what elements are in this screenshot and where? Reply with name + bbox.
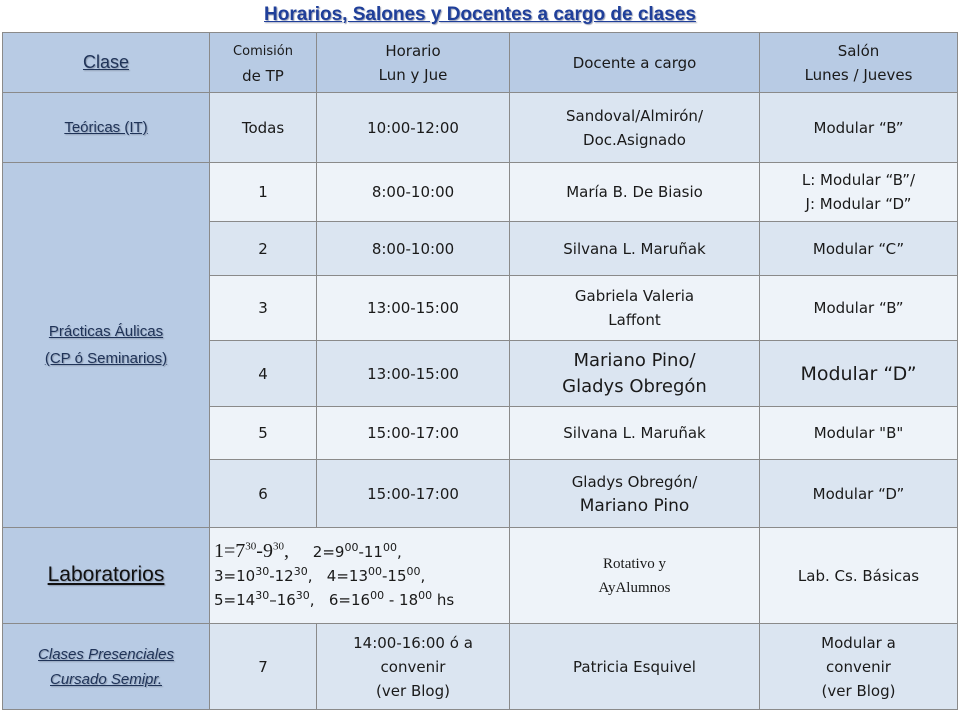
salon-cell: Modular “B” bbox=[760, 276, 958, 341]
comision-cell: 5 bbox=[210, 407, 317, 460]
comision-cell: 7 bbox=[210, 624, 317, 710]
header-docente: Docente a cargo bbox=[510, 33, 760, 93]
comision-cell: 4 bbox=[210, 341, 317, 407]
class-laboratorios: Laboratorios bbox=[3, 528, 210, 624]
class-teoricas: Teóricas (IT) bbox=[3, 93, 210, 163]
lab-slot: $2=9^{00}-11^{00}$, bbox=[312, 541, 402, 561]
comision-cell: 2 bbox=[210, 222, 317, 276]
horario-cell: 15:00-17:00 bbox=[317, 460, 510, 528]
table-row bbox=[3, 93, 958, 163]
lab-slot: $6=16^{00} - 18^{00}$ hs bbox=[328, 589, 455, 609]
salon-cell: Lab. Cs. Básicas bbox=[760, 528, 958, 624]
horario-cell: 13:00-15:00 bbox=[317, 341, 510, 407]
docente-cell: Mariano Pino/ Gladys Obregón bbox=[510, 341, 760, 407]
docente-cell: María B. De Biasio bbox=[510, 163, 760, 222]
salon-cell: Modular “D” bbox=[760, 460, 958, 528]
docente-cell: Sandoval/Almirón/ Doc.Asignado bbox=[510, 93, 760, 163]
table-row bbox=[3, 528, 958, 624]
lab-slot: $5=14^{30}-16^{30}$, bbox=[214, 589, 315, 609]
horario-cell: 13:00-15:00 bbox=[317, 276, 510, 341]
class-practicas: Prácticas Áulicas (CP ó Seminarios) bbox=[3, 163, 210, 528]
comision-cell: 1 bbox=[210, 163, 317, 222]
lab-slot: $1=7^{30}-9^{30}$, bbox=[214, 540, 289, 562]
salon-cell: Modular “D” bbox=[760, 341, 958, 407]
comision-cell: Todas bbox=[210, 93, 317, 163]
horario-cell: 8:00-10:00 bbox=[317, 163, 510, 222]
horario-cell: 10:00-12:00 bbox=[317, 93, 510, 163]
horario-cell: 15:00-17:00 bbox=[317, 407, 510, 460]
header-horario: Horario Lun y Jue bbox=[317, 33, 510, 93]
table-row bbox=[3, 163, 958, 222]
header-comision: Comisión de TP bbox=[210, 33, 317, 93]
page-title: Horarios, Salones y Docentes a cargo de clases bbox=[264, 4, 696, 25]
salon-cell: Modular "B" bbox=[760, 407, 958, 460]
docente-cell: Gabriela Valeria Laffont bbox=[510, 276, 760, 341]
header-salon: Salón Lunes / Jueves bbox=[760, 33, 958, 93]
header-row bbox=[3, 33, 958, 93]
salon-cell: Modular “B” bbox=[760, 93, 958, 163]
horario-cell: 14:00-16:00 ó a convenir (ver Blog) bbox=[317, 624, 510, 710]
salon-cell: Modular a convenir (ver Blog) bbox=[760, 624, 958, 710]
header-clase: Clase bbox=[3, 33, 210, 93]
lab-schedule bbox=[210, 528, 510, 624]
table-row bbox=[3, 624, 958, 710]
lab-slot: $3=10^{30}-12^{30}$, bbox=[214, 565, 313, 585]
lab-slot: $4=13^{00}-15^{00}$, bbox=[326, 565, 426, 585]
comision-cell: 6 bbox=[210, 460, 317, 528]
docente-cell: Gladys Obregón/ Mariano Pino bbox=[510, 460, 760, 528]
comision-cell: 3 bbox=[210, 276, 317, 341]
horario-cell: 8:00-10:00 bbox=[317, 222, 510, 276]
salon-cell: Modular “C” bbox=[760, 222, 958, 276]
salon-cell: L: Modular “B”/ J: Modular “D” bbox=[760, 163, 958, 222]
docente-cell: Silvana L. Maruñak bbox=[510, 407, 760, 460]
class-presenciales: Clases Presenciales Cursado Semipr. bbox=[3, 624, 210, 710]
schedule-table bbox=[2, 32, 958, 710]
docente-cell: Patricia Esquivel bbox=[510, 624, 760, 710]
docente-cell: Silvana L. Maruñak bbox=[510, 222, 760, 276]
docente-cell: Rotativo y AyAlumnos bbox=[510, 528, 760, 624]
